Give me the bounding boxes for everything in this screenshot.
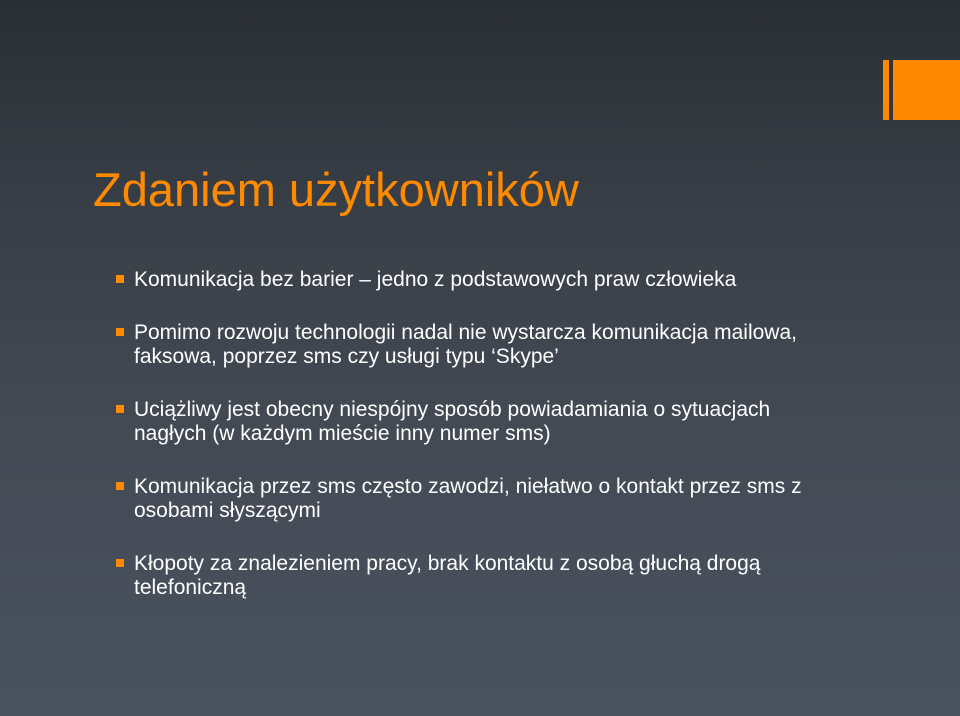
square-bullet-icon (116, 482, 124, 490)
bullet-item (113, 321, 833, 369)
bullet-item (113, 398, 833, 446)
bullet-text: Pomimo rozwoju technologii nadal nie wystarcza komunikacja mailowa, faksowa, poprzez sms czy usługi typu ‘Skype’ (134, 321, 797, 368)
square-bullet-icon (116, 275, 124, 283)
bullet-text: Komunikacja bez barier – jedno z podstawowych praw człowieka (134, 268, 737, 291)
square-bullet-icon (116, 559, 124, 567)
accent-bar-thin (883, 60, 889, 120)
bullet-list (113, 268, 833, 629)
square-bullet-icon (116, 405, 124, 413)
bullet-item (113, 552, 833, 600)
bullet-item (113, 268, 833, 292)
bullet-item (113, 475, 833, 523)
bullet-text: Uciążliwy jest obecny niespójny sposób powiadamiania o sytuacjach nagłych (w każdym mieście inny numer sms) (134, 398, 771, 445)
slide-title: Zdaniem użytkowników (93, 163, 579, 216)
bullet-text: Komunikacja przez sms często zawodzi, niełatwo o kontakt przez sms z osobami słyszącymi (134, 475, 802, 522)
bullet-text: Kłopoty za znalezieniem pracy, brak kontaktu z osobą głuchą drogą telefoniczną (134, 552, 761, 599)
accent-bar-thick (893, 60, 960, 120)
square-bullet-icon (116, 328, 124, 336)
